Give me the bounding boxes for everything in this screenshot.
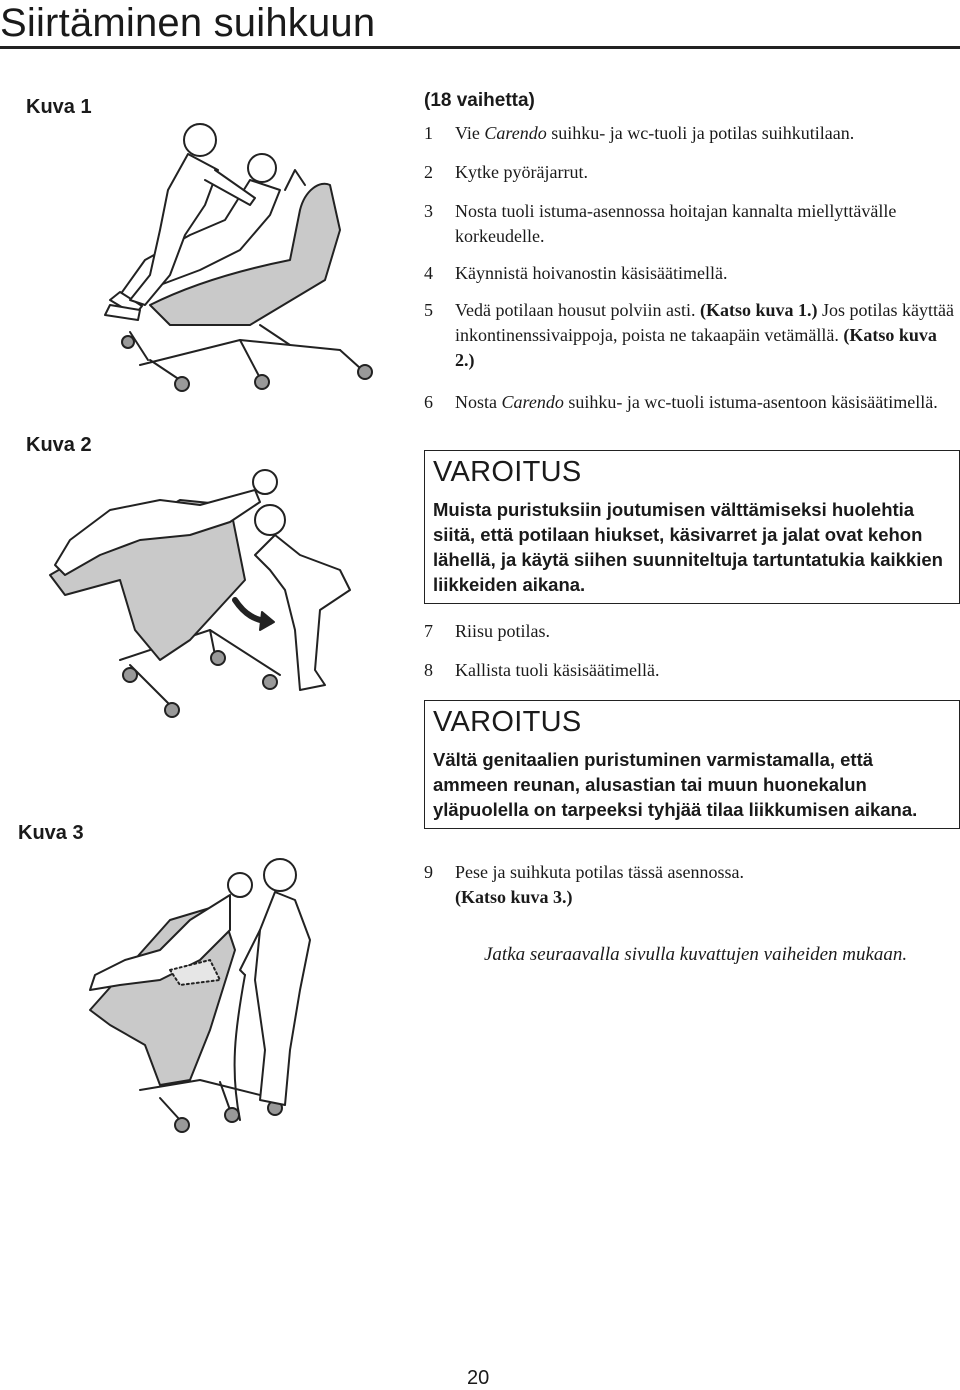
step-number: 9 <box>424 862 433 882</box>
step-number: 3 <box>424 201 433 221</box>
instructions-column <box>424 88 960 965</box>
figure-reference: (Katso kuva 1.) <box>699 300 818 320</box>
step-8: 8 Kallista tuoli käsisäätimellä. <box>424 658 960 683</box>
step-number: 4 <box>424 263 433 283</box>
step-1: 1 Vie Carendo suihku- ja wc-tuoli ja potilas suihkutilaan. <box>424 121 960 146</box>
step-2: 2 Kytke pyöräjarrut. <box>424 160 960 185</box>
step-5: 5 Vedä potilaan housut polviin asti. (Katso kuva 1.) Jos potilas käyttää inkontinenssivaippoja, poista ne takaapäin vetämällä. (Katso kuva 2.) <box>424 300 954 370</box>
step-number: 1 <box>424 123 433 143</box>
page-number: 20 <box>467 1367 490 1389</box>
product-name: Carendo <box>484 123 547 143</box>
steps-header: (18 vaihetta) <box>424 90 535 111</box>
title-rule <box>0 46 960 49</box>
step-9: 9 Pese ja suihkuta potilas tässä asennossa. (Katso kuva 3.) <box>424 862 744 907</box>
warning-body: Muista puristuksiin joutumisen välttämiseksi huolehtia siitä, että potilaan hiukset, käsivarret ja jalat ovat kehon lähellä, ja käytä siihen suunniteltuja tartuntatukia kaikkien liikkeiden aikana. <box>433 499 943 595</box>
warning-title: VAROITUS <box>433 456 582 488</box>
figure-reference: (Katso kuva 2.) <box>455 325 937 370</box>
warning-title: VAROITUS <box>433 706 582 738</box>
step-3: 3 Nosta tuoli istuma-asennossa hoitajan kannalta miellyttävälle korkeudelle. <box>424 201 897 246</box>
product-name: Carendo <box>501 392 564 412</box>
step-number: 7 <box>424 621 433 641</box>
step-number: 8 <box>424 660 433 680</box>
figure-1-illustration <box>90 110 400 395</box>
page-title: Siirtäminen suihkuun <box>0 1 376 45</box>
continue-note: Jatka seuraavalla sivulla kuvattujen vaiheiden mukaan. <box>484 944 908 965</box>
step-6: 6 Nosta Carendo suihku- ja wc-tuoli istuma-asentoon käsisäätimellä. <box>424 390 960 415</box>
step-number: 5 <box>424 300 433 320</box>
figure-1-label: Kuva 1 <box>26 96 92 118</box>
step-4: 4 Käynnistä hoivanostin käsisäätimellä. <box>424 261 960 286</box>
figure-3-label: Kuva 3 <box>18 822 84 844</box>
step-7: 7 Riisu potilas. <box>424 619 960 644</box>
figure-3-illustration <box>70 850 330 1140</box>
warning-box-2 <box>424 700 960 829</box>
warning-box-1 <box>424 450 960 604</box>
figure-2-illustration <box>40 460 370 720</box>
figure-reference: (Katso kuva 3.) <box>455 887 573 907</box>
warning-body: Vältä genitaalien puristuminen varmistamalla, että ammeen reunan, alusastian tai muun huonekalun yläpuolella on tarpeeksi tyhjää tilaa liikkumisen aikana. <box>433 749 918 820</box>
figure-2-label: Kuva 2 <box>26 434 92 456</box>
step-number: 2 <box>424 162 433 182</box>
step-number: 6 <box>424 392 433 412</box>
